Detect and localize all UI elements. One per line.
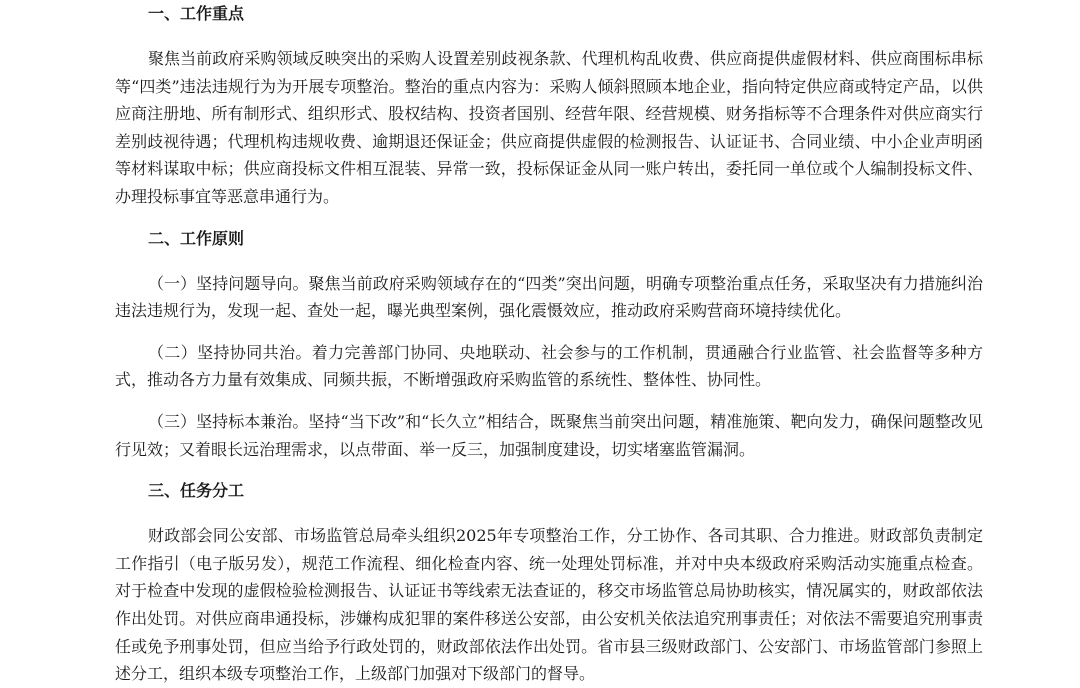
paragraph-principle-problem-oriented: （一）坚持问题导向。聚焦当前政府采购领域存在的“四类”突出问题，明确专项整治重点任务，采取坚决有力措施纠治违法违规行为，发现一起、查处一起，曝光典型案例，强化震慑效应，推动政府采购营商环境持续优化。 — [115, 273, 983, 321]
section-heading-work-principles: 二、工作原则 — [148, 228, 245, 248]
section-heading-task-division: 三、任务分工 — [148, 481, 245, 501]
document-body — [115, 0, 983, 688]
paragraph-work-focus: 聚焦当前政府采购领域反映突出的采购人设置差别歧视条款、代理机构乱收费、供应商提供虚假材料、供应商围标串标等“四类”违法违规行为为开展专项整治。整治的重点内容为：采购人倾斜照顾本地企业，指向特定供应商或特定产品，以供应商注册地、所有制形式、组织形式、股权结构、投资者国别、经营年限、经营规模、财务指标等不合理条件对供应商实行差别歧视待遇；代理机构违规收费、逾期退还保证金；供应商提供虚假的检测报告、认证证书、合同业绩、中小企业声明函等材料谋取中标；供应商投标文件相互混装、异常一致，投标保证金从同一账户转出，委托同一单位或个人编制投标文件、办理投标事宜等恶意串通行为。 — [115, 49, 983, 206]
paragraph-task-division: 财政部会同公安部、市场监管总局牵头组织2025年专项整治工作，分工协作、各司其职、合力推进。财政部负责制定工作指引（电子版另发），规范工作流程、细化检查内容、统一处理处罚标准，并对中央本级政府采购活动实施重点检查。对于检查中发现的虚假检验检测报告、认证证书等线索无法查证的，移交市场监管总局协助核实，情况属实的，财政部依法作出处罚。对供应商串通投标，涉嫌构成犯罪的案件移送公安部，由公安机关依法追究刑事责任；对依法不需要追究刑事责任或免予刑事处罚，但应当给予行政处罚的，财政部依法作出处罚。省市县三级财政部门、公安部门、市场监管部门参照上述分工，组织本级专项整治工作，上级部门加强对下级部门的督导。 — [115, 526, 983, 684]
paragraph-principle-collaborative-governance: （二）坚持协同共治。着力完善部门协同、央地联动、社会参与的工作机制，贯通融合行业监管、社会监督等多种方式，推动各方力量有效集成、同频共振，不断增强政府采购监管的系统性、整体性、协同性。 — [115, 342, 983, 390]
section-heading-work-focus: 一、工作重点 — [148, 4, 245, 23]
paragraph-principle-root-and-symptoms: （三）坚持标本兼治。坚持“当下改”和“长久立”相结合，既聚焦当前突出问题，精准施策、靶向发力，确保问题整改见行见效；又着眼长远治理需求，以点带面、举一反三，加强制度建设，切实堵塞监管漏洞。 — [115, 411, 983, 459]
